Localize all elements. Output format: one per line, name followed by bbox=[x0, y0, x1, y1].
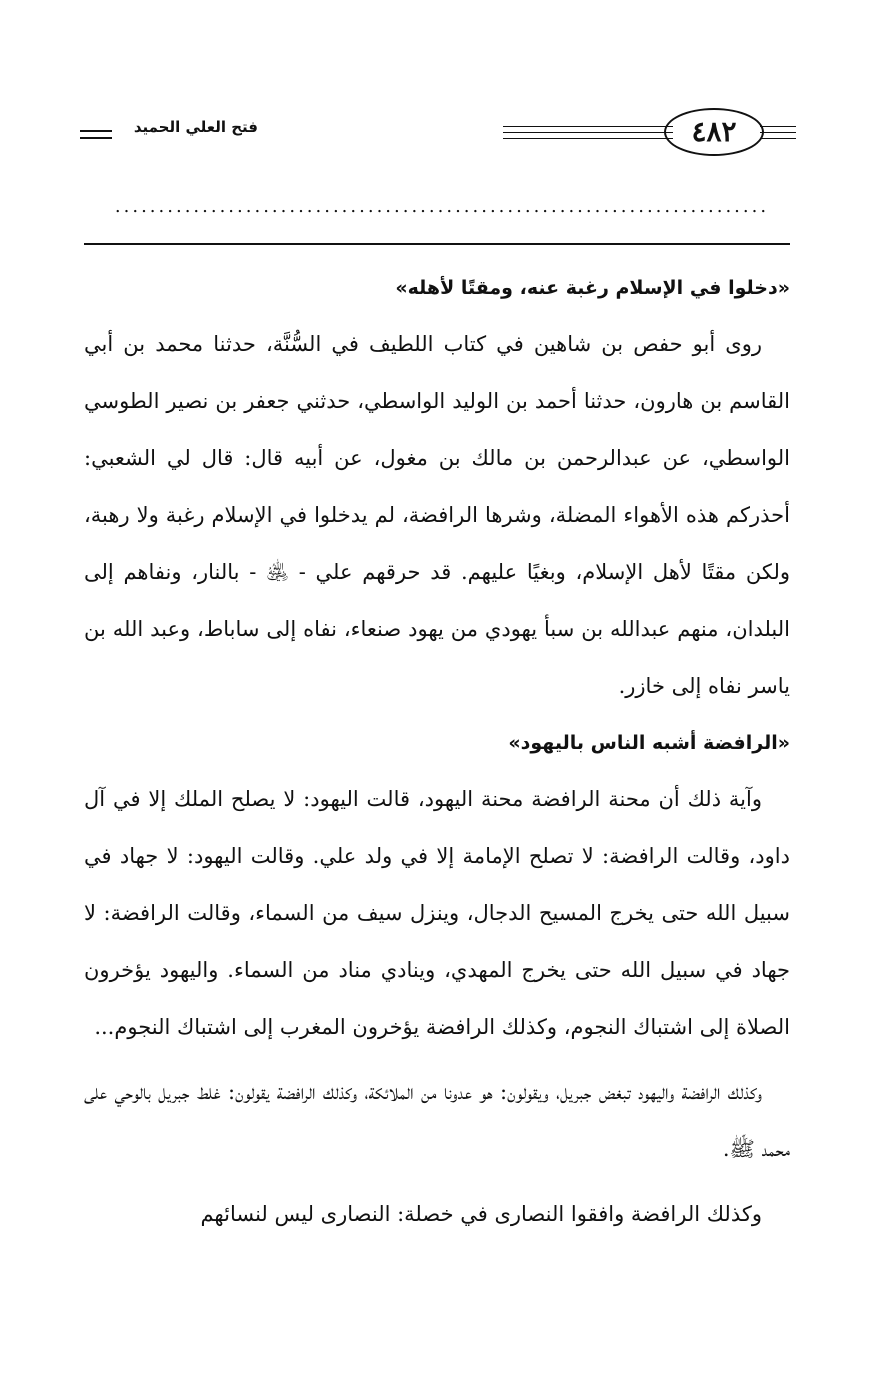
book-title: فتح العلي الحميد bbox=[133, 118, 258, 136]
header-rule bbox=[760, 126, 796, 127]
paragraph: روى أبو حفص بن شاهين في كتاب اللطيف في السُّنَّة، حدثنا محمد بن أبي القاسم بن هارون، حدثنا أحمد بن الوليد الواسطي، حدثني جعفر بن نصير الطوسي الواسطي، عن عبدالرحمن بن مالك بن مغول، عن أبيه قال: قال لي الشعبي: أحذركم هذه الأهواء المضلة، وشرها الرافضة، لم يدخلوا في الإسلام رغبة ولا رهبة، ولكن مقتًا لأهل الإسلام، وبغيًا عليهم. قد حرقهم علي - ﵁ - بالنار، ونفاهم إلى البلدان، منهم عبدالله بن سبأ يهودي من يهود صنعاء، نفاه إلى ساباط، وعبد الله بن ياسر نفاه إلى خازر. bbox=[84, 332, 790, 698]
dotted-separator: ........................................................................... bbox=[114, 196, 770, 217]
header-rule bbox=[503, 138, 673, 139]
header-rule bbox=[503, 132, 673, 133]
header-rule bbox=[503, 126, 673, 127]
section-heading: «الرافضة أشبه الناس باليهود» bbox=[508, 732, 790, 754]
paragraph: وكذلك الرافضة وافقوا النصارى في خصلة: النصارى ليس لنسائهم bbox=[200, 1202, 762, 1226]
header-rule bbox=[760, 138, 796, 139]
page-header bbox=[0, 0, 879, 170]
header-rule bbox=[80, 130, 112, 132]
header-divider bbox=[84, 243, 790, 245]
section-heading: «دخلوا في الإسلام رغبة عنه، ومقتًا لأهله» bbox=[395, 277, 790, 299]
paragraph: وآية ذلك أن محنة الرافضة محنة اليهود، قالت اليهود: لا يصلح الملك إلا في آل داود، وقالت الرافضة: لا تصلح الإمامة إلا في ولد علي. وقالت اليهود: لا جهاد في سبيل الله حتى يخرج المسيح الدجال، وينزل سيف من السماء، وقالت الرافضة: لا جهاد في سبيل الله حتى يخرج المهدي، وينادي مناد من السماء. واليهود يؤخرون الصلاة إلى اشتباك النجوم، وكذلك الرافضة يؤخرون المغرب إلى اشتباك النجوم... bbox=[84, 787, 790, 1039]
paragraph: وكذلك الرافضة واليهود تبغض جبريل، ويقولون: هو عدونا من الملائكة، وكذلك الرافضة يقولون: غلط جبريل بالوحي على محمد ﷺ. bbox=[84, 1080, 790, 1161]
page-number: ٤٨٢ bbox=[664, 108, 764, 156]
header-rule bbox=[760, 132, 796, 133]
page-body bbox=[84, 268, 790, 1243]
header-rule bbox=[80, 137, 112, 139]
